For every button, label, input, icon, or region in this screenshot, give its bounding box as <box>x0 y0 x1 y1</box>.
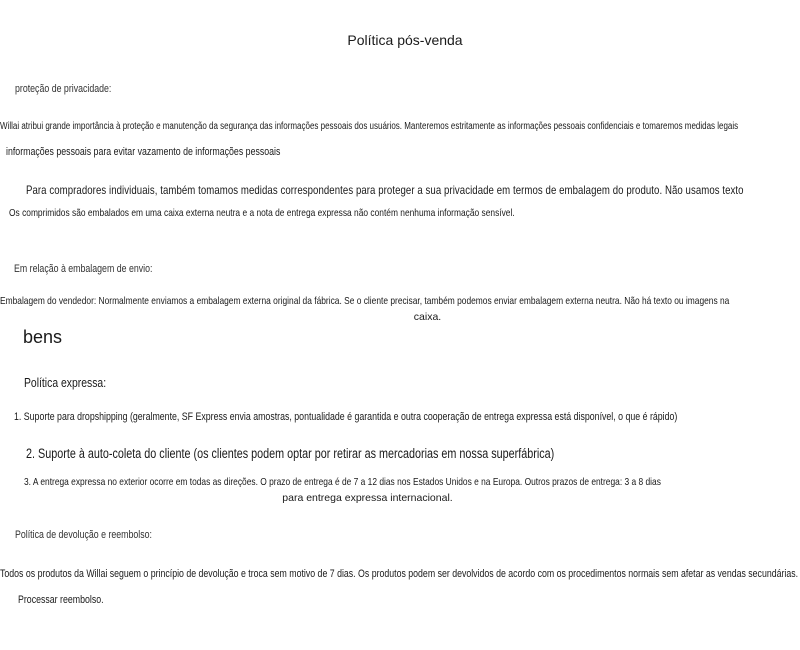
page-title: Política pós-venda <box>347 32 463 48</box>
returns-paragraph-2: Processar reembolso. <box>18 594 104 606</box>
returns-heading: Política de devolução e reembolso: <box>15 529 152 541</box>
privacy-paragraph-1-line-1: Willai atribui grande importância à proteção e manutenção da segurança das informações pessoais dos usuários. Manteremos estritamente as informações pessoais confidenciais e tomaremos medidas legais <box>0 121 739 132</box>
express-item-3-line-1: 3. A entrega expressa no exterior ocorre em todas as direções. O prazo de entrega é de 7 a 12 dias nos Estados Unidos e na Europa. Outros prazos de entrega: 3 a 8 dias <box>24 476 661 488</box>
shipping-packaging-paragraph-line-1: Embalagem do vendedor: Normalmente enviamos a embalagem externa original da fábrica. Se o cliente precisar, também podemos enviar embalagem externa neutra. Não há texto ou imagens na <box>0 295 730 307</box>
privacy-paragraph-1-line-2: informações pessoais para evitar vazamento de informações pessoais <box>6 146 281 158</box>
privacy-heading: proteção de privacidade: <box>15 83 112 95</box>
express-policy-heading: Política expressa: <box>24 375 107 390</box>
shipping-packaging-paragraph-line-2: caixa. <box>413 311 442 323</box>
privacy-paragraph-2-line-2: Os comprimidos são embalados em uma caixa externa neutra e a nota de entrega expressa não contém nenhuma informação sensível. <box>9 207 515 219</box>
goods-label: bens <box>23 327 63 347</box>
returns-paragraph-1: Todos os produtos da Willai seguem o princípio de devolução e troca sem motivo de 7 dias. Os produtos podem ser devolvidos de acordo com os procedimentos normais sem afetar as vendas secundárias. <box>0 568 799 580</box>
express-item-3-line-2: para entrega expressa internacional. <box>282 492 453 504</box>
express-item-2: 2. Suporte à auto-coleta do cliente (os clientes podem optar por retirar as mercadorias em nossa superfábrica) <box>26 446 555 461</box>
express-item-1: 1. Suporte para dropshipping (geralmente, SF Express envia amostras, pontualidade é garantida e outra cooperação de entrega expressa está disponível, o que é rápido) <box>14 411 678 423</box>
privacy-paragraph-2-line-1: Para compradores individuais, também tomamos medidas correspondentes para proteger a sua privacidade em termos de embalagem do produto. Não usamos texto <box>26 183 744 197</box>
shipping-packaging-heading: Em relação à embalagem de envio: <box>14 263 153 275</box>
